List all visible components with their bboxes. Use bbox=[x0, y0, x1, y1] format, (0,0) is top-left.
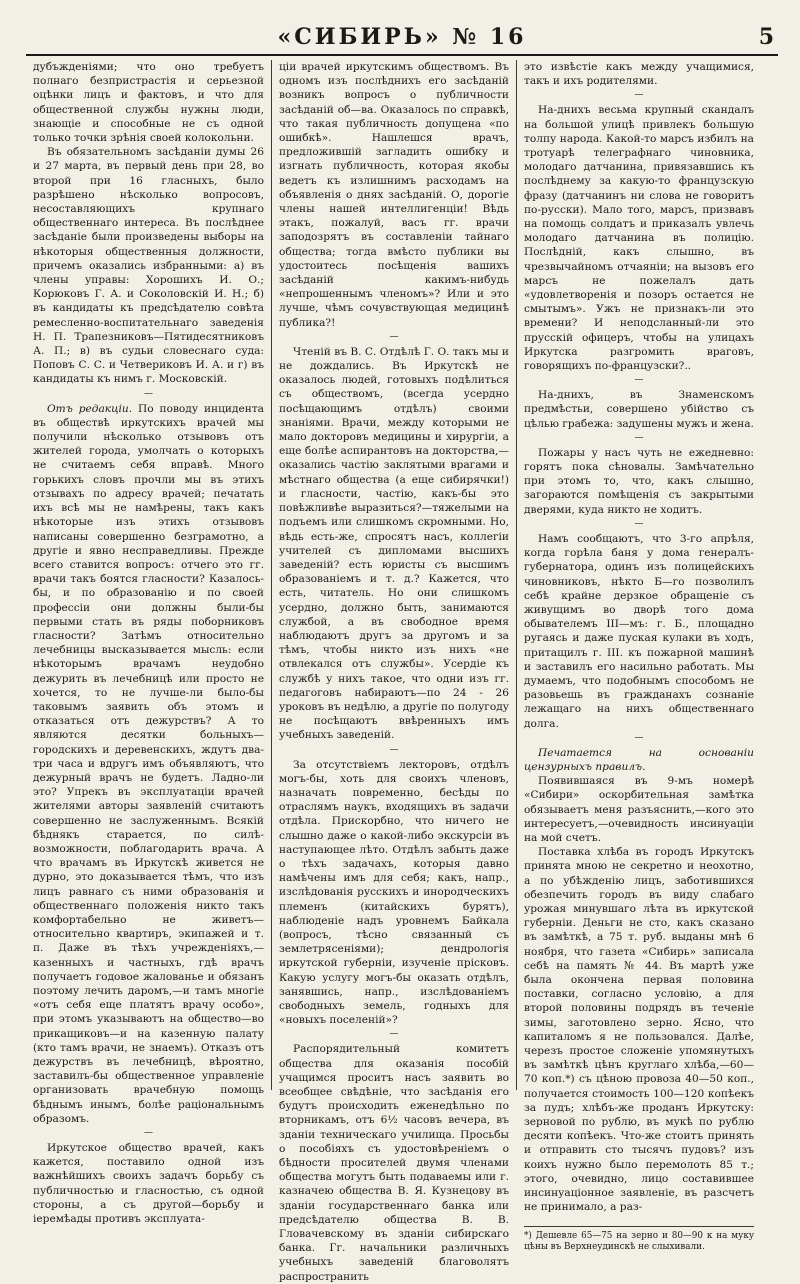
page-header bbox=[26, 14, 778, 48]
article-paragraph bbox=[524, 845, 754, 1214]
section-separator: — bbox=[634, 90, 644, 101]
column-2 bbox=[271, 60, 516, 1283]
section-separator: — bbox=[634, 375, 644, 386]
section-separator: — bbox=[634, 432, 644, 443]
paragraph-text: Поставка хлѣба въ городъ Иркутскъ принята мною не секретно и неохотно, а по убѣжденію лицъ, заботившихся обезпечить городъ въ виду слабаго урожая минувшаго лѣта въ иркутской губерніи. Деньги не сто, какъ сказано въ замѣткѣ, а 75 т. руб. выданы мнѣ 6 ноября, что газета «Сибирь» записала себѣ на память № 44. Въ мартѣ уже была окончена первая половина поставки, согласно условію, а для второй половины подрядъ въ теченіе зимы, заготовлено зерно. Ясно, что капиталомъ я не пользовался. Далѣе, черезъ простое сложеніе упомянутыхъ въ замѣткѣ цѣнъ круглаго хлѣба,—60—70 коп.*) съ цѣною провоза 40—50 коп., получается стоимость 100—120 копѣекъ за пудъ; хлѣбъ-же проданъ Иркутску: зерновой по рублю, въ мукѣ по рублю десяти копѣекъ. Что-же стоитъ принять и отправить сто тысячъ пудовъ? изъ коихъ нужно было перемолоть 85 т.; этого, очевидно, лицо составившее инсинуаціонное заявленіе, въ разсчетъ не принимало, а раз- bbox=[524, 846, 754, 1214]
paragraph-text: ціи врачей иркутскимъ обществомъ. Въ одномъ изъ послѣднихъ его засѣданій возникъ вопросъ о публичности засѣданій об—ва. Оказалось по справкѣ, что такая публичность допущена «по ошибкѣ». Нашлешся врачъ, предложившій загладить ошибку и изгнать публичность, которая якобы ведетъ къ излишнимъ расходамъ на объявленія о днях засѣданій. О, дорогіе члены нашей интеллигенціи! Вѣдь этакъ, пожалуй, васъ гг. врачи заподозрятъ въ составленіи тайнаго общества; тогда вмѣсто публики вы удостоитесь посѣщенія вашихъ засѣданій какимъ-нибудь «непрошеннымъ членомъ»? Или и это лучше, чѣмъ сочувствующая медицинѣ публика?! bbox=[279, 61, 509, 329]
article-paragraph bbox=[279, 758, 509, 1028]
article-paragraph bbox=[279, 1042, 509, 1283]
paragraph-text: Пожары у насъ чуть не ежедневно: горятъ пока сѣновалы. Замѣчательно при этомъ то, что, какъ слышно, загораются помѣщенія съ закрытыми дверями, куда никто не ходитъ. bbox=[524, 446, 754, 516]
paragraph-text: Въ обязательномъ засѣданіи думы 26 и 27 марта, въ первый день при 28, во второй при 16 гласныхъ, было разрѣшено нѣсколько вопросовъ, несоставляющихъ крупнаго общественнаго интереса. Въ послѣднее засѣданіе были произведены выборы на нѣкоторыя общественныя должности, причемъ оказались избранными: а) въ члены управы: Хорошихъ И. О.; Корюковъ Г. А. и Соколовскій И. Н.; б) въ кандидаты къ предсѣдателю совѣта ремесленно-воспитательнаго заведенія Н. П. Трапезниковъ—Пятидесятниковъ А. П.; в) въ судьи словеснаго суда: Поповъ С. С. и Четвериковъ И. А. и г) въ кандидаты къ нимъ г. Московскій. bbox=[33, 146, 264, 386]
article-paragraph bbox=[279, 60, 509, 330]
section-separator: — bbox=[144, 1128, 153, 1139]
paragraph-text: дубъжденіями; что оно требуетъ полнаго безпристрастія и серьезной оцѣнки лицъ и фактовъ, и что для общественной службы нужны люди, знающіе и способные не съ одной только точки зрѣнія своей колокольни. bbox=[33, 61, 264, 145]
paragraph-text: На-днихъ, въ Знаменскомъ предмѣстьи, совершено убійство съ цѣлью грабежа: задушены мужъ и жена. bbox=[524, 389, 754, 430]
paragraph-text: это извѣстіе какъ между учащимися, такъ и ихъ родителями. bbox=[524, 61, 754, 88]
newspaper-title: «СИБИРЬ» № 16 bbox=[277, 24, 527, 50]
article-paragraph bbox=[279, 345, 509, 743]
section-separator: — bbox=[389, 744, 399, 755]
article-paragraph bbox=[524, 446, 754, 517]
article-paragraph bbox=[33, 1141, 264, 1226]
article-paragraph bbox=[33, 145, 264, 386]
section-separator: — bbox=[634, 518, 644, 529]
section-separator: — bbox=[634, 732, 644, 743]
article-paragraph bbox=[524, 746, 754, 774]
article-columns bbox=[26, 60, 778, 1283]
article-paragraph bbox=[524, 388, 754, 431]
section-separator: — bbox=[389, 331, 399, 342]
paragraph-text: Иркутское общество врачей, какъ кажется, поставило одной изъ важнѣйшихъ своихъ задачъ борьбу съ публичностью и гласностью, съ одной стороны, а съ другой—борьбу и іеремѣады противъ эксплуата- bbox=[33, 1142, 264, 1226]
column-1 bbox=[26, 60, 271, 1226]
article-paragraph bbox=[524, 774, 754, 845]
section-separator: — bbox=[389, 1029, 399, 1040]
column-3 bbox=[516, 60, 761, 1253]
article-paragraph bbox=[524, 103, 754, 373]
header-rule bbox=[26, 54, 778, 56]
paragraph-text: По поводу инцидента въ обществѣ иркутскихъ врачей мы получили нѣсколько отзывовъ отъ жителей города, умолчать о которыхъ не считаемъ себя вправѣ. Много горькихъ словъ прочли мы въ этихъ отзывахъ по адресу врачей; печатать ихъ всѣ мы не намѣрены, такъ какъ нѣкоторые изъ этихъ отзывовъ написаны совершенно безграмотно, а другіе и явно несправедливы. Прежде всего ставится вопросъ: отчего это гг. врачи такъ боятся гласности? Казалось-бы, и по образованію и по своей профессіи они должны были-бы первыми стать въ ряды поборниковъ гласности? Затѣмъ относительно лечебницы высказывается мысль: если нѣкоторымъ врачамъ неудобно дежурить въ лечебницѣ или просто не хочется, то не лучше-ли было-бы таковымъ заявить объ этомъ и отказаться отъ дежурствъ? А то являются десятки больныхъ—городскихъ и деревенскихъ, ждутъ два-три часа и вдругъ имъ объявляютъ, что дежурный врачъ не будетъ. Ладно-ли это? Упрекъ въ эксплуатаціи врачей жителями авторы заявленій считаютъ совершенно не заслуженнымъ. Всякій бѣднякъ старается, по силѣ-возможности, поблагодарить врача. А что врачамъ въ Иркутскѣ живется не дурно, это доказывается тѣмъ, что изъ лицъ равнаго съ ними образованія и общественнаго положенія никто такъ комфортабельно не живетъ—относительно квартиръ, экипажей и т. п. Даже въ тѣхъ учрежденіяхъ,—казенныхъ и частныхъ, гдѣ врачъ получаетъ годовое жалованье и обязанъ поэтому лечить даромъ,—и тамъ многіе «отъ себя еще платятъ врачу особо», при этомъ указываютъ на общество—во прикащиковъ—и на казенную палату (кто тамъ врачи, не знаемъ). Отказъ отъ дежурствъ въ лечебницѣ, вѣроятно, заставилъ-бы общественное управленіе организовать врачебную помощь бѣднымъ инымъ, болѣе раціональнымъ образомъ. bbox=[33, 402, 264, 1125]
paragraph-lead: Отъ редакціи. bbox=[47, 402, 133, 415]
article-paragraph bbox=[33, 402, 264, 1126]
paragraph-text: За отсутствіемъ лекторовъ, отдѣлъ могъ-бы, хоть для своихъ членовъ, назначать повременно, бесѣды по отраслямъ наукъ, входящихъ въ задачи отдѣла. Прискорбно, что ничего не слышно даже о какой-либо экскурсіи въ наступающее лѣто. Отдѣлъ забыть даже о тѣхъ задачахъ, которыя давно намѣчены имъ для себя; какъ, напр., изслѣдованія русскихъ и инородческихъ племенъ (китайскихъ бурятъ), наблюденіе надъ уровнемъ Байкала (вопросъ, тѣсно связанный съ землетрясеніями); дендрологія иркутской губерніи, изученіе прісковъ. Какую услугу могъ-бы оказать отдѣлъ, занявшись, напр., изслѣдованіемъ свободныхъ земель, годныхъ для «новыхъ поселеній»? bbox=[279, 758, 509, 1027]
article-paragraph bbox=[33, 60, 264, 145]
article-paragraph bbox=[524, 60, 754, 88]
footnote: *) Дешевле 65—75 на зерно и 80—90 к на муку цѣны въ Верхнеудинскѣ не слыхивали. bbox=[524, 1226, 754, 1253]
paragraph-text: На-днихъ весьма крупный скандалъ на большой улицѣ привлекъ большую толпу народа. Какой-то марсъ избилъ на тротуарѣ телеграфнаго чиновника, молодаго датчанина, привязавшись къ послѣднему за какую-то французскую фразу (датчанинъ ни слова не говоритъ по-русски). Мало того, марсъ, призвавъ на помощь солдатъ и приказалъ увлечь молодаго датчанина въ полицію. Послѣдній, какъ слышно, въ чрезвычайномъ отчаяніи; на вызовъ его марсъ не пожелалъ дать «удовлетворенія и позоръ остается не смытымъ». Ужъ не признакъ-ли это времени? И неподсланный-ли это прусскій офицеръ, чтобы на улицахъ Иркутска разгромить враговъ, говорящихъ по-французски?.. bbox=[524, 104, 754, 373]
paragraph-text: Чтеній въ В. С. Отдѣлѣ Г. О. такъ мы и не дождались. Въ Иркутскѣ не оказалось людей, готовыхъ подѣлиться съ обществомъ, (всегда усердно посѣщающимъ отдѣлъ) своими знаніями. Врачи, между которыми не мало докторовъ медицины и хирургіи, а еще болѣе аспирантовъ на докторства,—оказались частію заклятыми врагами и мѣстнаго общества (а еще сибирячки!) и гласности, частію, какъ-бы это повѣжливѣе выразиться?—тяжелыми на подъемъ или слишкомъ скромными. Но, вѣдь есть-же, спросятъ насъ, коллегіи учителей съ дипломами высшихъ заведеній? есть юристы съ высшимъ образованіемъ и т. д.? Кажется, что есть, читатель. Но они слишкомъ усердно, должно быть, занимаются службой, а въ свободное время наблюдаютъ другъ за другомъ и за тѣмъ, чтобы никто изъ нихъ «не отвлекался отъ службы». Усердіе къ службѣ у нихъ такое, что одни изъ гг. педагоговъ набираютъ—по 24 - 26 уроковъ въ недѣлю, а другіе по полугоду не посѣщаютъ ввѣренныхъ имъ учебныхъ заведеній. bbox=[279, 345, 509, 742]
section-separator: — bbox=[144, 388, 153, 399]
page-number: 5 bbox=[758, 24, 774, 50]
article-paragraph bbox=[524, 532, 754, 731]
paragraph-lead: Печатается на основаніи цензурныхъ правилъ. bbox=[524, 746, 754, 773]
paragraph-text: Появившаяся въ 9-мъ номерѣ «Сибири» оскорбительная замѣтка обязываетъ меня разъяснить,—кого это интересуетъ,—очевидность инсинуаціи на мой счетъ. bbox=[524, 775, 754, 844]
paragraph-text: Распорядительный комитетъ общества для оказанія пособій учащимся проситъ насъ заявить во всеобщее свѣдѣніе, что засѣданія его будутъ происходить еженедѣльно по вторникамъ, отъ 6½ часовъ вечера, въ зданіи техническаго училища. Просьбы о пособіяхъ съ удостовѣреніемъ о бѣдности просителей двумя членами общества могутъ быть подаваемы или г. казначею общества В. Я. Кузнецову въ зданіи государственнаго банка или предсѣдателю общества В. В. Гловачевскому въ зданіи сибирскаго банка. Гг. начальники различныхъ учебныхъ заведеній благоволятъ распространить bbox=[279, 1043, 509, 1283]
paragraph-text: Намъ сообщаютъ, что 3-го апрѣля, когда горѣла баня у дома генералъ-губернатора, одинъ изъ полицейскихъ чиновниковъ, нѣкто Б—го позволилъ себѣ крайне дерзкое обращеніе съ живущимъ во дворѣ того дома обывателемъ III—мъ: г. Б., площадно ругаясь и даже пуская кулаки въ ходъ, притащилъ г. III. къ пожарной машинѣ и заставилъ его насильно работать. Мы думаемъ, что подобнымъ способомъ не разовьешь въ гражданахъ сознаніе лежащаго на нихъ общественнаго долга. bbox=[524, 532, 754, 730]
